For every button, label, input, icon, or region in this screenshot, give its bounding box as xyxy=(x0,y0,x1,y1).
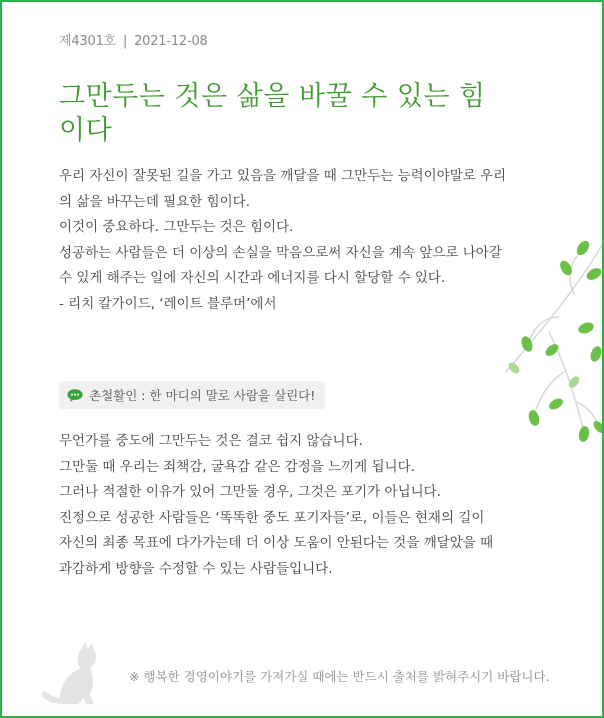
commentary-line: 그러나 적절한 이유가 있어 그만둘 경우, 그것은 포기가 아닙니다. xyxy=(59,484,441,500)
cat-silhouette xyxy=(38,642,110,706)
intro-quote xyxy=(59,164,509,317)
page-title: 그만두는 것은 삶을 바꿀 수 있는 힘이다 xyxy=(59,81,486,146)
intro-line: 성공하는 사람들은 더 이상의 손실을 막음으로써 자신을 계속 앞으로 나아갈 수 있게 해주는 일에 자신의 시간과 에너지를 다시 할당할 수 있다. xyxy=(59,244,502,286)
speech-bubble-icon xyxy=(67,389,83,402)
commentary-line: 과감하게 방향을 수정할 수 있는 사람들입니다. xyxy=(59,560,333,577)
commentary-line: 자신의 최종 목표에 다가가는데 더 이상 도움이 안된다는 것을 깨달았을 때 xyxy=(59,535,494,551)
category-badge xyxy=(59,381,325,409)
meta-separator: | xyxy=(122,34,128,49)
intro-source: - 리치 칼가이드, ‘레이트 블루머’에서 xyxy=(59,295,277,312)
issue-meta xyxy=(59,30,208,49)
commentary-line: 무언가를 중도에 그만두는 것은 결코 쉽지 않습니다. xyxy=(59,433,363,449)
tree-branch-illustration xyxy=(504,232,604,452)
intro-line: 우리 자신이 잘못된 길을 가고 있음을 깨달을 때 그만두는 능력이야말로 우리의 삶을 바꾸는데 필요한 힘이다. xyxy=(59,168,507,210)
commentary xyxy=(59,429,509,582)
footer-note: ※ 행복한 경영이야기를 가져가실 때에는 반드시 출처를 밝혀주시기 바랍니다. xyxy=(129,669,550,684)
intro-line: 이것이 중요하다. 그만두는 것은 힘이다. xyxy=(59,219,294,235)
commentary-line: 진정으로 성공한 사람들은 ‘똑똑한 중도 포기자들’로, 이들은 현재의 길이 xyxy=(59,509,485,526)
issue-date: 2021-12-08 xyxy=(134,34,208,49)
commentary-line: 그만둘 때 우리는 죄책감, 굴욕감 같은 감정을 느끼게 됩니다. xyxy=(59,458,415,475)
badge-text: 촌철활인 : 한 마디의 말로 사람을 살린다! xyxy=(89,388,316,403)
issue-number: 제4301호 xyxy=(59,34,117,49)
